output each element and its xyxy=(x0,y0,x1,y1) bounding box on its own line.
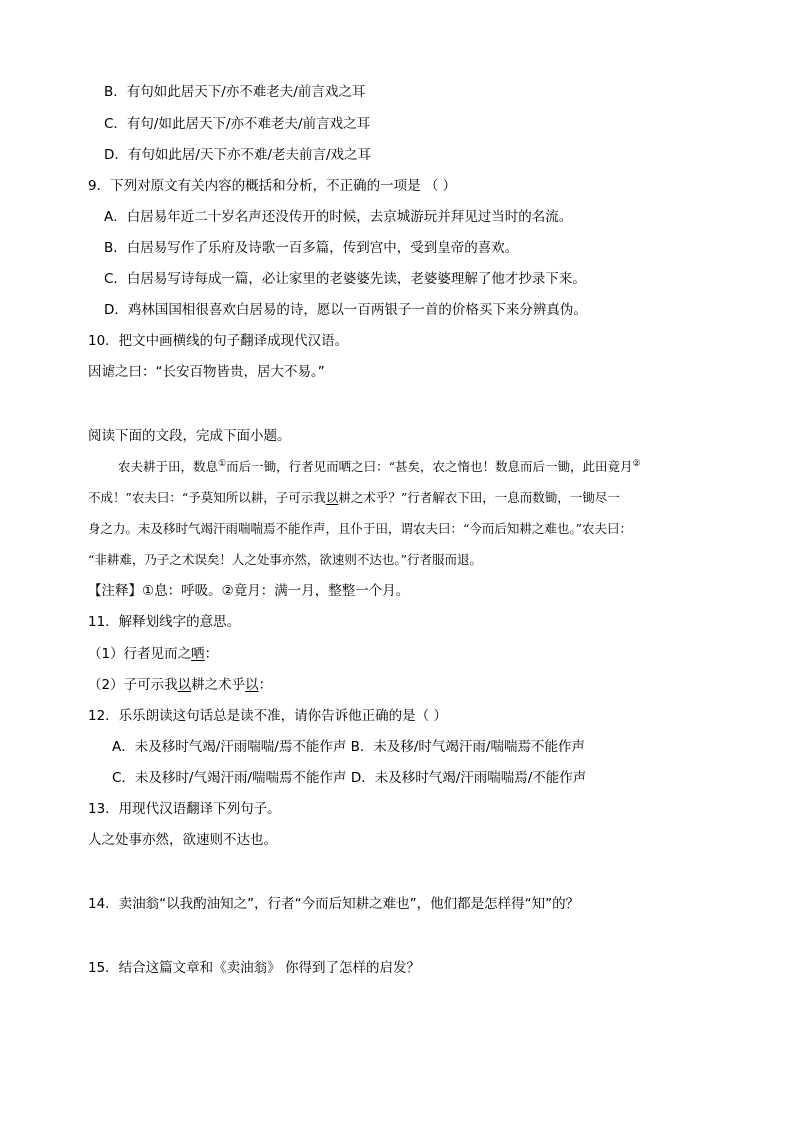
q8-option-b: B．有句如此居天下/亦不难老夫/前言戏之耳 xyxy=(104,84,366,100)
q10-stem: 10．把文中画横线的句子翻译成现代汉语。 xyxy=(88,333,349,349)
q13-stem: 13．用现代汉语翻译下列句子。 xyxy=(88,801,281,817)
q9-stem: 9．下列对原文有关内容的概括和分析，不正确的一项是 （ ） xyxy=(88,178,457,194)
q12-options-row-2: C．未及移时/气竭汗雨/喘喘焉不能作声 D．未及移时气竭/汗雨喘喘焉/不能作声 xyxy=(112,770,587,786)
passage-line-1 xyxy=(118,458,641,476)
passage-text: 不成！”农夫曰：“予莫知所以耕，子可示我 xyxy=(88,490,326,505)
q10-sentence: 因谑之曰：“长安百物皆贵，居大不易。” xyxy=(88,364,325,380)
q13-sentence: 人之处事亦然，欲速则不达也。 xyxy=(88,832,277,848)
q9-option-b: B．白居易写作了乐府及诗歌一百多篇，传到宫中，受到皇帝的喜欢。 xyxy=(104,240,519,256)
item-text: 耕之术乎 xyxy=(191,677,246,693)
q9-option-c: C．白居易写诗每成一篇，必让家里的老婆婆先读，老婆婆理解了他才抄录下来。 xyxy=(104,271,586,287)
q14-stem: 14．卖油翁“以我酌油知之”，行者“今而后知耕之难也”，他们都是怎样得“知”的？ xyxy=(88,896,580,912)
underlined-char: 以 xyxy=(177,677,192,693)
item-text: 之 xyxy=(177,646,192,662)
q8-option-c: C．有句/如此居天下/亦不难老夫/前言戏之耳 xyxy=(104,116,371,132)
passage-text: 而后一锄，行者见而哂之曰：“甚矣，农之惰也！数息而后一锄，此田竟月 xyxy=(226,459,633,474)
passage-line-4: “非耕难，乃子之术误矣！人之处事亦然，欲速则不达也。”行者服而退。 xyxy=(88,552,483,567)
item-text: （1）行者见而 xyxy=(88,646,178,662)
q8-option-d: D．有句如此居/天下亦不难/老夫前言/戏之耳 xyxy=(104,147,372,163)
underlined-char: 以 xyxy=(325,490,339,505)
passage-text: 农夫耕于田，数息 xyxy=(118,459,219,474)
q12-stem: 12．乐乐朗读这句话总是读不准，请你告诉他正确的是（ ） xyxy=(88,708,447,724)
q9-option-a: A．白居易年近二十岁名声还没传开的时候，去京城游玩并拜见过当时的名流。 xyxy=(104,209,573,225)
underlined-char: 以 xyxy=(245,677,259,693)
passage-text: 耕之术乎？”行者解衣下田，一息而数锄，一锄尽一 xyxy=(338,490,620,505)
q11-stem: 11．解释划线字的意思。 xyxy=(88,614,241,630)
item-text: （2）子可示我 xyxy=(88,677,178,693)
passage-line-3: 身之力。未及移时气竭汗雨喘喘焉不能作声，且仆于田，谓农夫曰：“今而后知耕之难也。”农夫曰： xyxy=(88,521,633,536)
q15-stem: 15．结合这篇文章和《卖油翁》 你得到了怎样的启发？ xyxy=(88,960,420,976)
item-text: ： xyxy=(258,677,273,693)
footnote-marker-1: ① xyxy=(218,458,227,469)
item-text: ： xyxy=(204,646,219,662)
q9-option-d: D．鸡林国国相很喜欢白居易的诗，愿以一百两银子一首的价格买下来分辨真伪。 xyxy=(104,302,587,318)
underlined-char: 哂 xyxy=(191,646,205,662)
passage-intro: 阅读下面的文段，完成下面小题。 xyxy=(88,428,291,444)
q11-item-1 xyxy=(88,645,218,663)
passage-line-2 xyxy=(88,489,620,507)
footnote-marker-2: ② xyxy=(632,458,641,469)
passage-notes: 【注释】①息：呼吸。②竟月：满一月，整整一个月。 xyxy=(88,583,410,599)
q12-options-row-1: A．未及移时气竭/汗雨喘喘/焉不能作声 B．未及移/时气竭汗雨/喘喘焉不能作声 xyxy=(112,739,585,755)
q11-item-2 xyxy=(88,676,272,694)
